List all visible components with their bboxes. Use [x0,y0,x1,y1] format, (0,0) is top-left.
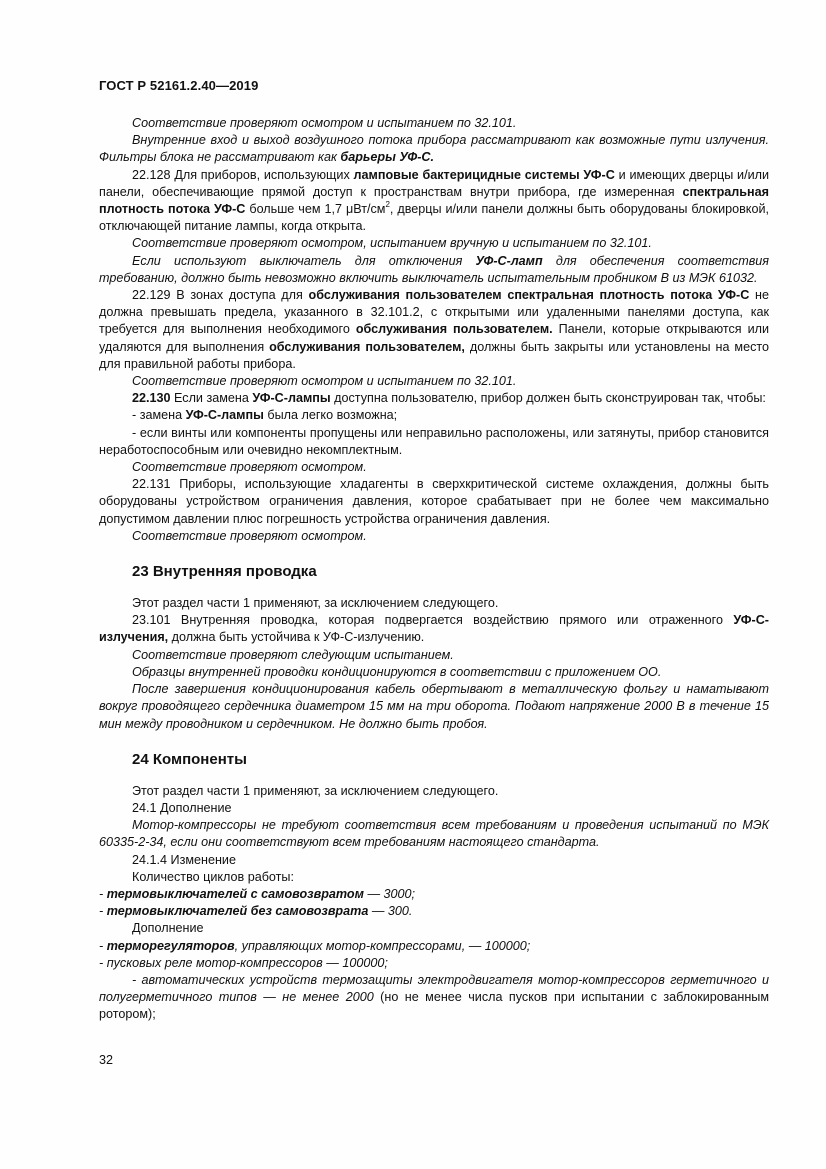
paragraph-compliance: Соответствие проверяют осмотром и испытанием по 32.101. [132,374,517,389]
paragraph-compliance: Соответствие проверяют осмотром и испытанием по 32.101. [132,116,517,130]
clause-24-1-4: 24.1.4 Изменение [132,852,236,867]
list-item: - термовыключателей с самовозвратом — 3000; [99,886,416,901]
list-item: - замена УФ-С-лампы была легко возможна; [132,408,398,423]
list-item: - если винты или компоненты пропущены или неправильно расположены, или затянуты, прибор становится неработоспособным или очевидно некомплектным. [99,425,769,457]
paragraph: Дополнение [132,921,204,936]
list-item: - терморегуляторов, управляющих мотор-компрессорами, — 100000; [99,938,531,953]
clause-22-131: 22.131 Приборы, использующие хладагенты в сверхкритической системе охлаждения, должны быть оборудованы устройством ограничения давления, которое срабатывает при не более чем максимально допустимом давлении плюс погрешность устройства ограничения давления. [99,477,769,526]
clause-22-129: 22.129 В зонах доступа для обслуживания пользователем спектральная плотность потока УФ-С не должна превышать предела, указанного в 32.101.2, с открытыми или удаленными панелями доступа, как требуется для выполнения необходимого обслуживания пользователем. Панели, которые открываются или удаляются для выполнения обслуживания пользователем, должны быть закрыты или установлены на место для правильной работы прибора. [99,288,769,371]
paragraph: Мотор-компрессоры не требуют соответствия всем требованиям и проведения испытаний по МЭК 60335-2-34, если они соответствуют всем требованиям настоящего стандарта. [99,818,769,850]
list-item: - термовыключателей без самовозврата — 300. [99,904,413,919]
paragraph: Внутренние вход и выход воздушного потока прибора рассматривают как возможные пути излучения. Фильтры блока не рассматривают как барьеры УФ-С. [99,133,769,165]
paragraph: Этот раздел части 1 применяют, за исключением следующего. [132,596,499,611]
paragraph: Количество циклов работы: [132,869,294,884]
paragraph-compliance: Соответствие проверяют осмотром, испытанием вручную и испытанием по 32.101. [132,236,652,251]
document-header: ГОСТ Р 52161.2.40—2019 [99,78,259,93]
clause-22-130: 22.130 Если замена УФ-С-лампы доступна пользователю, прибор должен быть сконструирован так, чтобы: [132,391,766,406]
list-item: - пусковых реле мотор-компрессоров — 100000; [99,955,388,970]
clause-24-1: 24.1 Дополнение [132,800,232,815]
section-heading-23: 23 Внутренняя проводка [132,563,317,581]
section-heading-24: 24 Компоненты [132,750,247,768]
paragraph-compliance: Соответствие проверяют осмотром. [132,460,367,475]
paragraph-compliance: Соответствие проверяют осмотром. [132,528,367,543]
clause-22-128: 22.128 Для приборов, использующих ламповые бактерицидные системы УФ-С и имеющих дверцы и/или панели, обеспечивающие прямой доступ к пространствам внутри прибора, где измеренная спектральная плотность потока УФ-С больше чем 1,7 μВт/$см^2$, дверцы и/или панели должны быть оборудованы блокировкой, отключающей питание лампы, когда открыта. [99,167,770,234]
paragraph: Образцы внутренней проводки кондиционируются в соответствии с приложением OO. [132,664,662,679]
paragraph: Этот раздел части 1 применяют, за исключением следующего. [132,783,499,798]
document-body [99,115,769,1024]
paragraph: Если используют выключатель для отключения УФ-С-ламп для обеспечения соответствия требованию, должно быть невозможно включить выключатель испытательным пробником B из МЭК 61032. [99,253,770,285]
paragraph-compliance: Соответствие проверяют следующим испытанием. [132,647,454,662]
paragraph: После завершения кондиционирования кабель обертывают в металлическую фольгу и наматывают вокруг проводящего сердечника диаметром 15 мм на три оборота. Подают напряжение 2000 В в течение 15 мин между проводником и сердечником. Не должно быть пробоя. [99,682,769,731]
list-item: - автоматических устройств термозащиты электродвигателя мотор-компрессоров герметичного и полугерметичного типов — не менее 2000 (но не менее числа пусков при испытании с заблокированным ротором); [99,972,769,1022]
clause-23-101: 23.101 Внутренняя проводка, которая подвергается воздействию прямого или отраженного УФ-С-излучения, должна быть устойчива к УФ-С-излучению. [99,613,769,645]
page-number: 32 [99,1053,114,1067]
